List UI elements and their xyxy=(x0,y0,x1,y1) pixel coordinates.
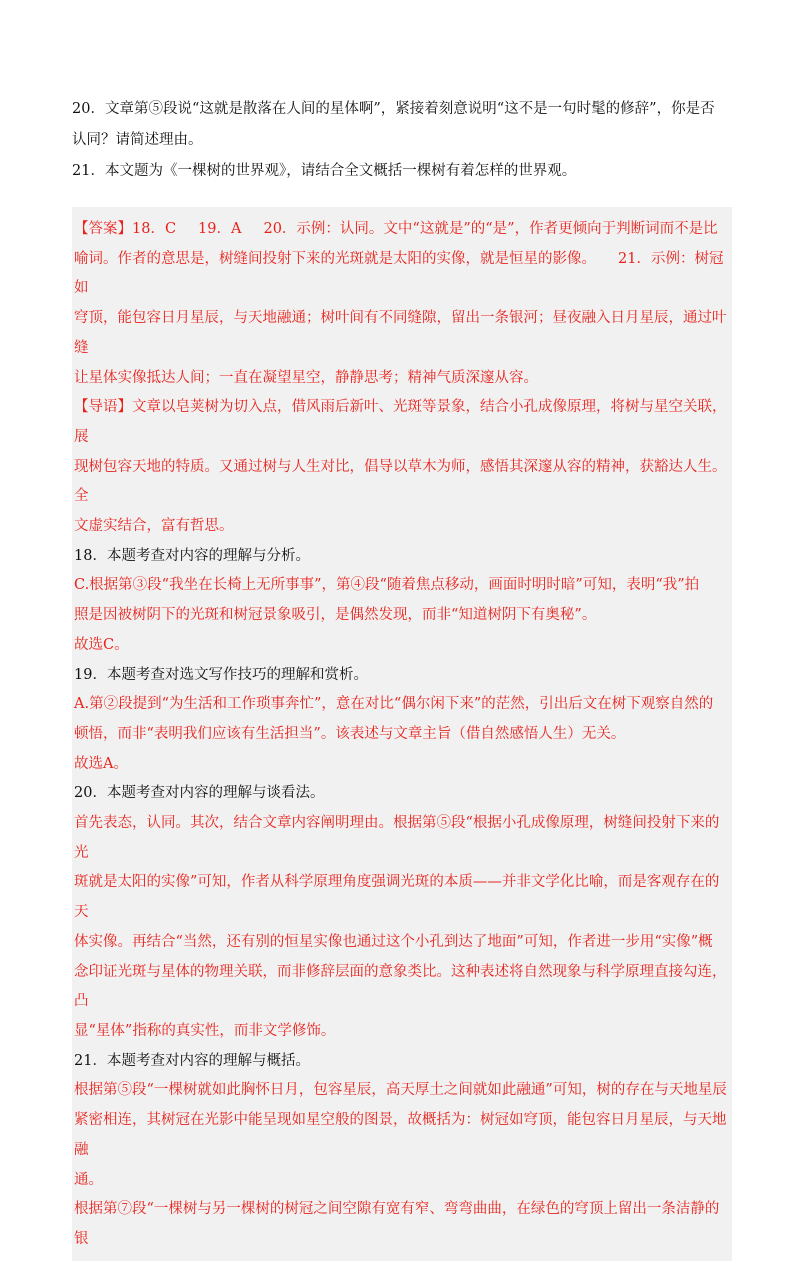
answer-21-start: 21．示例：树冠如 xyxy=(74,250,724,297)
answer-line-3: 穹顶，能包容日月星辰，与天地融通；树叶间有不同缝隙，留出一条银河；昼夜融入日月星辰，通过叶缝 xyxy=(74,310,727,356)
analysis-18-heading: 18．本题考查对内容的理解与分析。 xyxy=(74,547,310,564)
answer-18: 18．C xyxy=(132,221,177,237)
analysis-21-heading: 21．本题考查对内容的理解与概括。 xyxy=(74,1052,310,1069)
analysis-20-line-5: 显“星体”指称的真实性，而非文学修饰。 xyxy=(74,1022,336,1039)
analysis-20-heading: 20．本题考查对内容的理解与谈看法。 xyxy=(74,785,325,802)
questions-section xyxy=(72,94,732,187)
answer-analysis-block xyxy=(72,207,732,1261)
guide-line-2: 现树包容天地的特质。又通过树与人生对比，倡导以草木为师，感悟其深邃从容的精神，获豁达人生。全 xyxy=(74,458,727,505)
analysis-19-line-2: 顿悟，而非“表明我们应该有生活担当”。该表述与文章主旨（借自然感悟人生）无关。 xyxy=(74,725,626,742)
answer-label: 【答案】 xyxy=(74,221,132,237)
analysis-18-line-2: 照是因被树阴下的光斑和树冠景象吸引，是偶然发现，而非“知道树阴下有奥秘”。 xyxy=(74,607,597,624)
analysis-19-line-1: A.第②段提到“为生活和工作琐事奔忙”，意在对比“偶尔闲下来”的茫然，引出后文在树下观察自然的 xyxy=(74,696,714,713)
guide-line-3: 文虚实结合，富有哲思。 xyxy=(74,518,234,535)
guide-line-1 xyxy=(72,393,732,452)
guide-text-1: 文章以皂荚树为切入点，借风雨后新叶、光斑等景象，结合小孔成像原理，将树与星空关联，展 xyxy=(74,399,727,445)
answer-20-continued: 喻词。作者的意思是，树缝间投射下来的光斑就是太阳的实像，就是恒星的影像。 xyxy=(74,250,596,267)
question-21: 21．本文题为《一棵树的世界观》，请结合全文概括一棵树有着怎样的世界观。 xyxy=(72,163,577,179)
answer-line-1 xyxy=(72,215,732,245)
analysis-21-line-4: 根据第⑦段“一棵树与另一棵树的树冠之间空隙有宽有窄、弯弯曲曲，在绿色的穹顶上留出一条洁静的银 xyxy=(74,1201,720,1247)
answer-line-4: 让星体实像抵达人间；一直在凝望星空，静静思考；精神气质深邃从容。 xyxy=(74,369,538,386)
analysis-18-conclusion: 故选C。 xyxy=(74,636,129,653)
answer-line-2 xyxy=(72,245,732,304)
analysis-21-line-2: 紧密相连，其树冠在光影中能呈现如星空般的图景，故概括为：树冠如穹顶，能包容日月星辰，与天地融 xyxy=(74,1112,727,1158)
question-20-line-1: 20．文章第⑤段说“这就是散落在人间的星体啊”，紧接着刻意说明“这不是一句时髦的修辞”，你是否 xyxy=(72,101,715,117)
analysis-20-line-3: 体实像。再结合“当然，还有别的恒星实像也通过这个小孔到达了地面”可知，作者进一步用“实像”概 xyxy=(74,933,713,950)
question-20-line-2: 认同？请简述理由。 xyxy=(72,132,203,148)
guide-label: 【导语】 xyxy=(74,399,132,416)
analysis-20-line-4: 念印证光斑与星体的物理关联，而非修辞层面的意象类比。这种表述将自然现象与科学原理直接勾连，凸 xyxy=(74,963,727,1010)
answer-19: 19．A xyxy=(198,221,242,237)
analysis-21-line-1: 根据第⑤段“一棵树就如此胸怀日月，包容星辰，高天厚土之间就如此融通”可知，树的存在与天地星辰 xyxy=(74,1082,727,1099)
answer-20-start: 20．示例：认同。文中“这就是”的“是”，作者更倾向于判断词而不是比 xyxy=(263,221,718,237)
analysis-20-line-2: 斑就是太阳的实像”可知，作者从科学原理角度强调光斑的本质——并非文学化比喻，而是客观存在的天 xyxy=(74,874,720,921)
analysis-19-heading: 19．本题考查对选文写作技巧的理解和赏析。 xyxy=(74,666,368,683)
analysis-19-conclusion: 故选A。 xyxy=(74,755,128,772)
analysis-18-line-1: C.根据第③段“我坐在长椅上无所事事”，第④段“随着焦点移动，画面时明时暗”可知，表明“我”拍 xyxy=(74,577,700,594)
analysis-21-line-3: 通。 xyxy=(74,1171,103,1188)
analysis-20-line-1: 首先表态，认同。其次，结合文章内容阐明理由。根据第⑤段“根据小孔成像原理，树缝间投射下来的光 xyxy=(74,815,720,861)
